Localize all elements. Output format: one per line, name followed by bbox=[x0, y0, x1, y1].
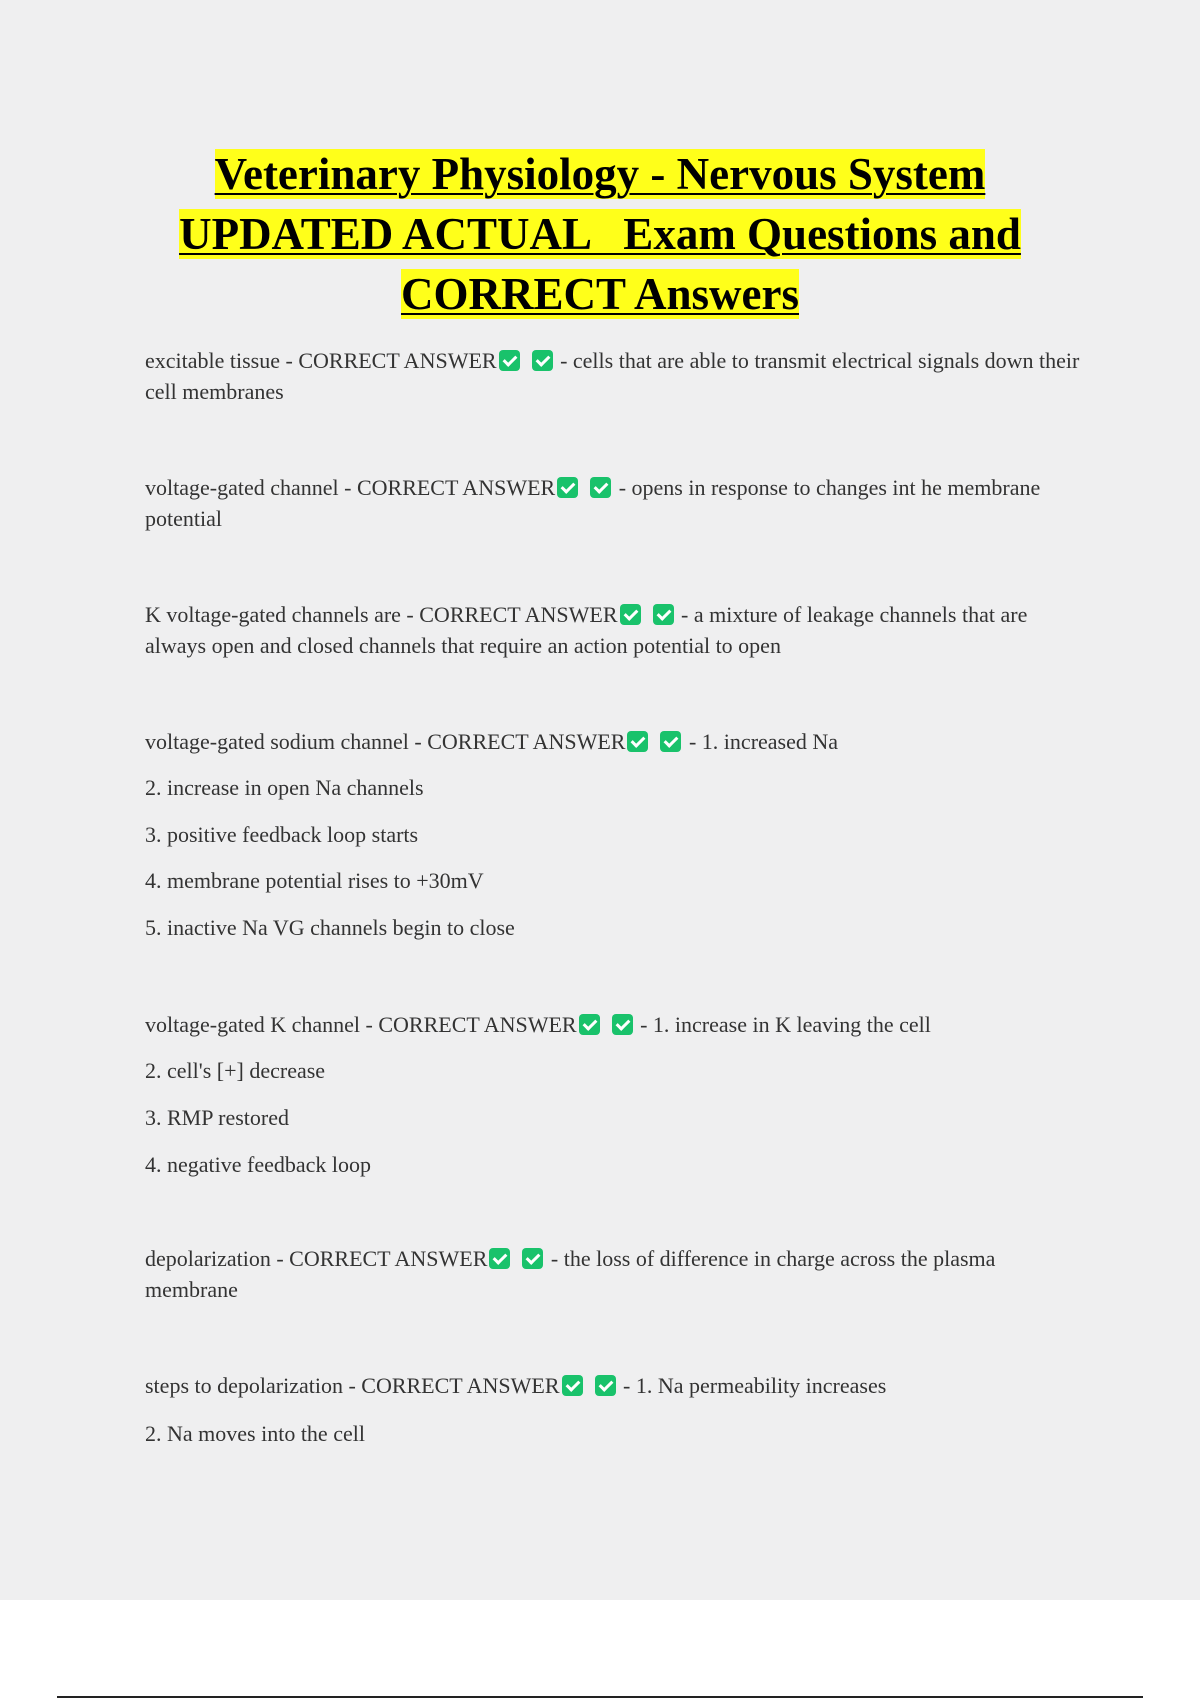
qa-answer: - opens in response to changes int he membrane potential bbox=[145, 475, 1041, 531]
check-box-icon bbox=[522, 1248, 543, 1269]
qa-step: 2. Na moves into the cell bbox=[145, 1421, 365, 1446]
check-box-icon bbox=[499, 350, 520, 371]
check-box-icon bbox=[489, 1248, 510, 1269]
qa-step: 4. membrane potential rises to +30mV bbox=[145, 868, 484, 893]
page-divider bbox=[57, 1696, 1143, 1698]
qa-item bbox=[145, 472, 1085, 534]
qa-step: 5. inactive Na VG channels begin to close bbox=[145, 915, 515, 940]
qa-item bbox=[145, 599, 1085, 661]
title-line-3: CORRECT Answers bbox=[401, 269, 799, 319]
qa-item bbox=[145, 1370, 1085, 1401]
qa-term: voltage-gated channel - CORRECT ANSWER bbox=[145, 475, 556, 500]
qa-term: voltage-gated sodium channel - CORRECT ANSWER bbox=[145, 729, 626, 754]
check-box-icon bbox=[620, 604, 641, 625]
check-box-icon bbox=[627, 731, 648, 752]
check-box-icon bbox=[590, 477, 611, 498]
qa-term: voltage-gated K channel - CORRECT ANSWER bbox=[145, 1012, 577, 1037]
title-line-2: UPDATED ACTUAL Exam Questions and bbox=[179, 209, 1021, 259]
check-box-icon bbox=[532, 350, 553, 371]
qa-step: 4. negative feedback loop bbox=[145, 1152, 372, 1177]
check-box-icon bbox=[562, 1375, 583, 1396]
check-box-icon bbox=[579, 1014, 600, 1035]
qa-step: 3. positive feedback loop starts bbox=[145, 822, 419, 847]
qa-answer: - 1. increase in K leaving the cell bbox=[640, 1012, 931, 1037]
qa-answer: - cells that are able to transmit electrical signals down their cell membranes bbox=[145, 348, 1080, 404]
qa-answer: - 1. increased Na bbox=[688, 729, 839, 754]
check-box-icon bbox=[653, 604, 674, 625]
qa-step: 3. RMP restored bbox=[145, 1105, 290, 1130]
check-box-icon bbox=[660, 731, 681, 752]
qa-step: 2. cell's [+] decrease bbox=[145, 1058, 326, 1083]
qa-item bbox=[145, 345, 1085, 407]
qa-answer: - 1. Na permeability increases bbox=[623, 1373, 887, 1398]
qa-answer: - a mixture of leakage channels that are always open and closed channels that require an action potential to open bbox=[145, 602, 1028, 658]
qa-step: 2. increase in open Na channels bbox=[145, 775, 424, 800]
qa-item bbox=[145, 1009, 1085, 1040]
qa-item bbox=[145, 726, 1085, 757]
qa-term: depolarization - CORRECT ANSWER bbox=[145, 1246, 488, 1271]
qa-answer: - the loss of difference in charge across the plasma membrane bbox=[145, 1246, 996, 1302]
check-box-icon bbox=[612, 1014, 633, 1035]
qa-term: steps to depolarization - CORRECT ANSWER bbox=[145, 1373, 560, 1398]
title-line-1: Veterinary Physiology - Nervous System bbox=[214, 149, 986, 199]
qa-term: K voltage-gated channels are - CORRECT ANSWER bbox=[145, 602, 618, 627]
document-title bbox=[100, 144, 1100, 324]
qa-term: excitable tissue - CORRECT ANSWER bbox=[145, 348, 497, 373]
check-box-icon bbox=[595, 1375, 616, 1396]
qa-item bbox=[145, 1243, 1085, 1305]
check-box-icon bbox=[557, 477, 578, 498]
